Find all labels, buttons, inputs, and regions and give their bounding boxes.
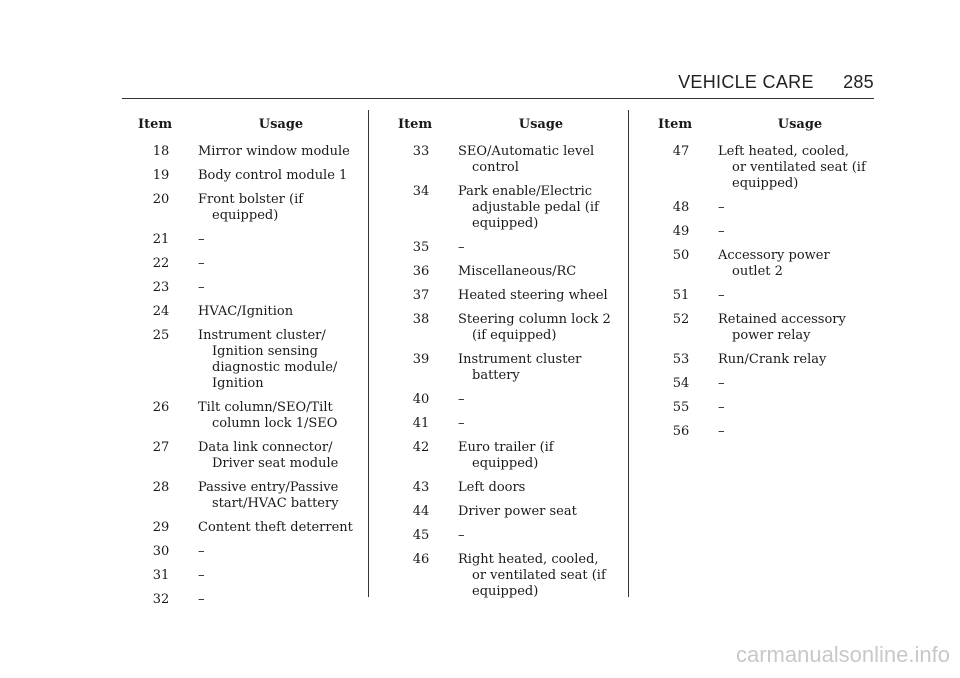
usage-text <box>184 520 360 536</box>
usage-text <box>184 400 360 432</box>
usage-line: Instrument cluster <box>458 352 582 367</box>
table-row <box>138 400 360 432</box>
table-row <box>398 240 620 256</box>
usage-text <box>184 480 360 512</box>
item-number: 47 <box>672 144 690 159</box>
usage-line: – <box>718 424 725 439</box>
usage-text <box>704 376 878 392</box>
table-row <box>658 224 878 240</box>
usage-text <box>184 168 360 184</box>
usage-line: – <box>718 288 725 303</box>
usage-line: Retained accessory <box>718 312 846 327</box>
item-number: 53 <box>672 352 690 367</box>
usage-line: Data link connector/ <box>198 440 333 455</box>
table-row <box>138 168 360 184</box>
usage-line: Ignition sensing <box>212 344 318 359</box>
item-number: 45 <box>412 528 430 543</box>
usage-text <box>184 192 360 224</box>
table-row <box>138 592 360 608</box>
table-row <box>658 288 878 304</box>
item-number: 51 <box>672 288 690 303</box>
table-row <box>398 528 620 544</box>
usage-line: start/HVAC battery <box>212 496 339 511</box>
usage-text <box>704 424 878 440</box>
item-number: 20 <box>152 192 170 207</box>
table-row <box>658 144 878 192</box>
usage-line: equipped) <box>212 208 279 223</box>
table-row <box>138 304 360 320</box>
usage-line: Driver seat module <box>212 456 339 471</box>
usage-line: Run/Crank relay <box>718 352 827 367</box>
fuse-table-column-1 <box>138 117 360 616</box>
table-row <box>398 184 620 232</box>
item-number: 28 <box>152 480 170 495</box>
item-number: 38 <box>412 312 430 327</box>
item-number: 29 <box>152 520 170 535</box>
usage-line: Miscellaneous/RC <box>458 264 577 279</box>
item-number: 40 <box>412 392 430 407</box>
table-row <box>398 312 620 344</box>
usage-line: column lock 1/SEO <box>212 416 338 431</box>
usage-line: Accessory power <box>718 248 830 263</box>
usage-line: Body control module 1 <box>198 168 348 183</box>
usage-text <box>184 544 360 560</box>
usage-line: – <box>718 376 725 391</box>
usage-line: Euro trailer (if <box>458 440 554 455</box>
table-row <box>398 288 620 304</box>
usage-line: Ignition <box>212 376 264 391</box>
usage-line: or ventilated seat (if <box>732 160 866 175</box>
item-number: 27 <box>152 440 170 455</box>
usage-line: Passive entry/Passive <box>198 480 339 495</box>
usage-line: outlet 2 <box>732 264 783 279</box>
table-row <box>138 544 360 560</box>
item-number: 36 <box>412 264 430 279</box>
header-item: Item <box>658 117 693 132</box>
usage-text <box>184 592 360 608</box>
usage-line: (if equipped) <box>472 328 557 343</box>
usage-line: SEO/Automatic level <box>458 144 595 159</box>
table-row <box>138 440 360 472</box>
table-row <box>658 400 878 416</box>
usage-line: control <box>472 160 519 175</box>
table-row <box>398 392 620 408</box>
table-row <box>398 552 620 600</box>
item-number: 54 <box>672 376 690 391</box>
item-number: 39 <box>412 352 430 367</box>
table-row <box>398 480 620 496</box>
usage-text <box>184 568 360 584</box>
item-number: 44 <box>412 504 430 519</box>
table-row <box>138 328 360 392</box>
usage-text <box>704 400 878 416</box>
table-row <box>398 504 620 520</box>
usage-line: adjustable pedal (if <box>472 200 599 215</box>
usage-line: – <box>198 568 205 583</box>
table-row <box>398 352 620 384</box>
usage-text <box>184 256 360 272</box>
item-number: 34 <box>412 184 430 199</box>
table-row <box>658 248 878 280</box>
usage-line: equipped) <box>472 456 539 471</box>
usage-line: – <box>458 416 465 431</box>
usage-text <box>444 552 620 600</box>
item-number: 19 <box>152 168 170 183</box>
usage-line: equipped) <box>732 176 799 191</box>
usage-line: – <box>458 240 465 255</box>
usage-line: – <box>718 400 725 415</box>
usage-line: battery <box>472 368 520 383</box>
item-number: 50 <box>672 248 690 263</box>
usage-line: – <box>198 256 205 271</box>
item-number: 56 <box>672 424 690 439</box>
header-usage: Usage <box>258 117 304 132</box>
usage-text <box>444 504 620 520</box>
usage-line: Left heated, cooled, <box>718 144 850 159</box>
usage-text <box>444 352 620 384</box>
page-header <box>678 72 874 93</box>
table-row <box>138 568 360 584</box>
item-number: 18 <box>152 144 170 159</box>
usage-line: equipped) <box>472 216 539 231</box>
table-row <box>138 520 360 536</box>
table-row <box>658 376 878 392</box>
item-number: 48 <box>672 200 690 215</box>
usage-line: Content theft deterrent <box>198 520 353 535</box>
usage-line: Steering column lock 2 <box>458 312 611 327</box>
item-number: 21 <box>152 232 170 247</box>
usage-text <box>444 440 620 472</box>
usage-text <box>444 184 620 232</box>
item-number: 31 <box>152 568 170 583</box>
usage-line: HVAC/Ignition <box>198 304 294 319</box>
usage-line: Right heated, cooled, <box>458 552 599 567</box>
item-number: 41 <box>412 416 430 431</box>
usage-text <box>444 480 620 496</box>
usage-text <box>704 352 878 368</box>
usage-line: – <box>718 200 725 215</box>
usage-text <box>184 280 360 296</box>
table-row <box>138 144 360 160</box>
column-header <box>398 117 620 133</box>
usage-line: diagnostic module/ <box>212 360 338 375</box>
usage-line: – <box>198 592 205 607</box>
item-number: 26 <box>152 400 170 415</box>
usage-line: or ventilated seat (if <box>472 568 606 583</box>
item-number: 25 <box>152 328 170 343</box>
usage-line: – <box>198 232 205 247</box>
usage-text <box>704 200 878 216</box>
column-divider-1 <box>368 110 369 597</box>
table-row <box>658 200 878 216</box>
item-number: 49 <box>672 224 690 239</box>
usage-line: Mirror window module <box>198 144 350 159</box>
usage-text <box>444 288 620 304</box>
usage-text <box>704 288 878 304</box>
usage-line: Tilt column/SEO/Tilt <box>198 400 333 415</box>
table-row <box>398 416 620 432</box>
page-number: 285 <box>843 72 874 92</box>
item-number: 35 <box>412 240 430 255</box>
column-header <box>658 117 878 133</box>
item-number: 32 <box>152 592 170 607</box>
usage-line: Left doors <box>458 480 526 495</box>
usage-line: – <box>198 280 205 295</box>
item-number: 55 <box>672 400 690 415</box>
usage-line: Heated steering wheel <box>458 288 608 303</box>
table-row <box>398 144 620 176</box>
usage-text <box>184 328 360 392</box>
fuse-table-column-2 <box>398 117 620 608</box>
item-number: 42 <box>412 440 430 455</box>
usage-line: – <box>198 544 205 559</box>
column-header <box>138 117 360 133</box>
header-item: Item <box>398 117 433 132</box>
watermark: carmanualsonline.info <box>735 642 950 667</box>
table-row <box>398 264 620 280</box>
section-title: VEHICLE CARE <box>678 72 814 92</box>
item-number: 37 <box>412 288 430 303</box>
item-number: 30 <box>152 544 170 559</box>
item-number: 24 <box>152 304 170 319</box>
usage-text <box>704 312 878 344</box>
table-row <box>658 352 878 368</box>
table-row <box>658 424 878 440</box>
usage-line: power relay <box>732 328 811 343</box>
table-row <box>138 256 360 272</box>
table-row <box>138 480 360 512</box>
column-divider-2 <box>628 110 629 597</box>
table-row <box>138 192 360 224</box>
table-row <box>138 280 360 296</box>
usage-text <box>444 240 620 256</box>
usage-text <box>704 248 878 280</box>
item-number: 46 <box>412 552 430 567</box>
usage-line: Driver power seat <box>458 504 577 519</box>
usage-line: Front bolster (if <box>198 192 304 207</box>
table-row <box>138 232 360 248</box>
item-number: 23 <box>152 280 170 295</box>
usage-text <box>704 144 878 192</box>
item-number: 33 <box>412 144 430 159</box>
usage-text <box>444 144 620 176</box>
usage-text <box>184 304 360 320</box>
usage-text <box>444 312 620 344</box>
header-usage: Usage <box>518 117 564 132</box>
item-number: 43 <box>412 480 430 495</box>
table-row <box>658 312 878 344</box>
usage-line: – <box>458 528 465 543</box>
fuse-table-column-3 <box>658 117 878 448</box>
usage-text <box>184 440 360 472</box>
usage-text <box>704 224 878 240</box>
header-usage: Usage <box>777 117 823 132</box>
usage-text <box>184 232 360 248</box>
item-number: 52 <box>672 312 690 327</box>
usage-line: – <box>458 392 465 407</box>
usage-line: equipped) <box>472 584 539 599</box>
usage-text <box>444 392 620 408</box>
item-number: 22 <box>152 256 170 271</box>
usage-line: – <box>718 224 725 239</box>
usage-line: Instrument cluster/ <box>198 328 326 343</box>
header-rule <box>122 98 874 99</box>
table-row <box>398 440 620 472</box>
usage-text <box>444 416 620 432</box>
usage-text <box>444 528 620 544</box>
usage-line: Park enable/Electric <box>458 184 593 199</box>
usage-text <box>444 264 620 280</box>
header-item: Item <box>138 117 173 132</box>
usage-text <box>184 144 360 160</box>
